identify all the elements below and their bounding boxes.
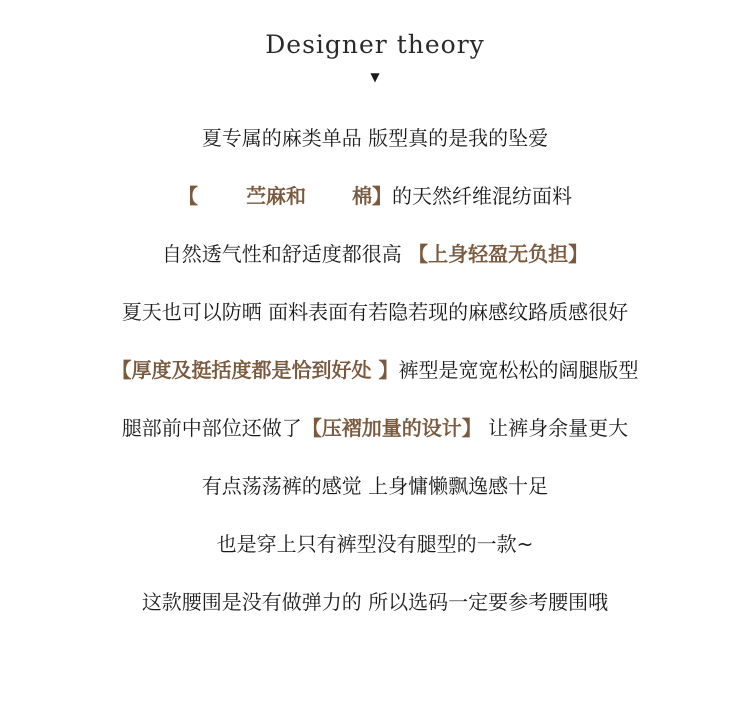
description-line-1: 夏专属的麻类单品 版型真的是我的坠爱 bbox=[201, 126, 549, 150]
description-line-8: 也是穿上只有裤型没有腿型的一款~ bbox=[216, 532, 534, 556]
description-line-2 bbox=[0, 182, 750, 210]
highlight-lightweight: 【上身轻盈无负担】 bbox=[408, 242, 589, 266]
section-title: Designer theory bbox=[265, 30, 485, 59]
description-line-5 bbox=[0, 356, 750, 384]
highlight-fabric-cotton: 棉】 bbox=[352, 184, 392, 208]
description-text: 让裤身余量更大 bbox=[488, 416, 629, 440]
description-line-7: 有点荡荡裤的感觉 上身慵懒飘逸感十足 bbox=[201, 474, 549, 498]
highlight-pleat-design: 【压褶加量的设计】 bbox=[301, 416, 482, 440]
description-text: 的天然纤维混纺面料 bbox=[392, 184, 572, 208]
highlight-thickness: 【厚度及挺括度都是恰到好处 】 bbox=[111, 358, 399, 382]
description-text: 裤型是宽宽松松的阔腿版型 bbox=[398, 358, 639, 382]
description-line-9: 这款腰围是没有做弹力的 所以选码一定要参考腰围哦 bbox=[141, 590, 609, 614]
highlight-bracket-open: 【 bbox=[178, 184, 198, 208]
description-line-3 bbox=[0, 240, 750, 268]
description-text: 自然透气性和舒适度都很高 bbox=[161, 242, 402, 266]
description-line-6 bbox=[0, 414, 750, 442]
description-line-4: 夏天也可以防晒 面料表面有若隐若现的麻感纹路质感很好 bbox=[121, 300, 629, 324]
description-text: 腿部前中部位还做了 bbox=[121, 416, 302, 440]
highlight-fabric-ramie: 苎麻和 bbox=[246, 184, 306, 208]
triangle-down-icon: ▼ bbox=[370, 70, 380, 84]
